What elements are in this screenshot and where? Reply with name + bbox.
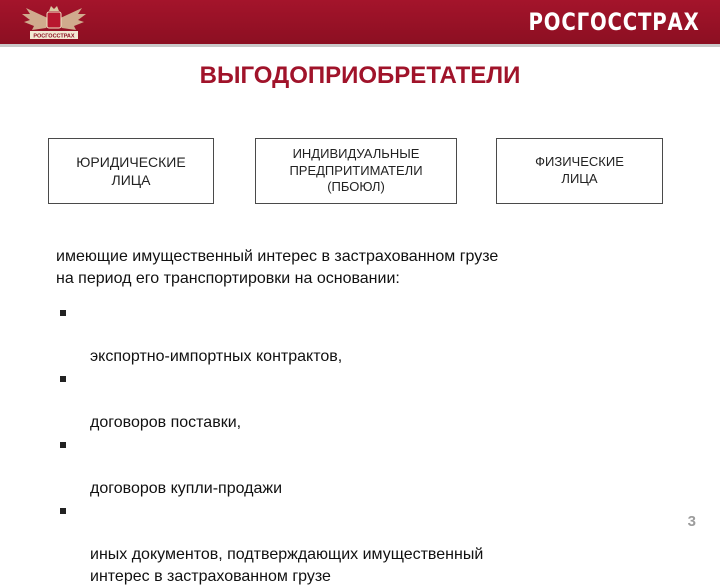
category-individuals: ФИЗИЧЕСКИЕ ЛИЦА <box>496 138 663 204</box>
list-item <box>60 302 700 368</box>
list-item <box>60 368 700 434</box>
document-list <box>60 302 700 588</box>
list-item-text: экспортно-импортных контрактов, <box>90 348 343 365</box>
header-divider <box>0 44 720 47</box>
list-item-text: иных документов, подтверждающих имущественный интерес в застрахованном грузе <box>90 546 484 585</box>
square-bullet-icon <box>60 376 66 382</box>
intro-text: имеющие имущественный интерес в застрахованном грузе на период его транспортировки на основании: <box>56 248 499 287</box>
brand-name: РОСГОССТРАХ <box>528 8 700 36</box>
page-title: ВЫГОДОПРИОБРЕТАТЕЛИ <box>199 62 521 89</box>
header-bar <box>0 0 720 44</box>
category-individual-entrepreneurs: ИНДИВИДУАЛЬНЫЕ ПРЕДПРИТИМАТЕЛИ (ПБОЮЛ) <box>255 138 457 204</box>
list-item-text: договоров купли-продажи <box>90 480 283 497</box>
page-number: 3 <box>687 513 696 530</box>
list-item <box>60 434 700 500</box>
eagle-emblem-icon <box>18 2 90 42</box>
emblem-caption: РОСГОССТРАХ <box>33 33 75 40</box>
square-bullet-icon <box>60 442 66 448</box>
list-item-text: договоров поставки, <box>90 414 242 431</box>
square-bullet-icon <box>60 310 66 316</box>
list-item <box>60 500 700 588</box>
square-bullet-icon <box>60 508 66 514</box>
category-legal-entities: ЮРИДИЧЕСКИЕ ЛИЦА <box>48 138 214 204</box>
